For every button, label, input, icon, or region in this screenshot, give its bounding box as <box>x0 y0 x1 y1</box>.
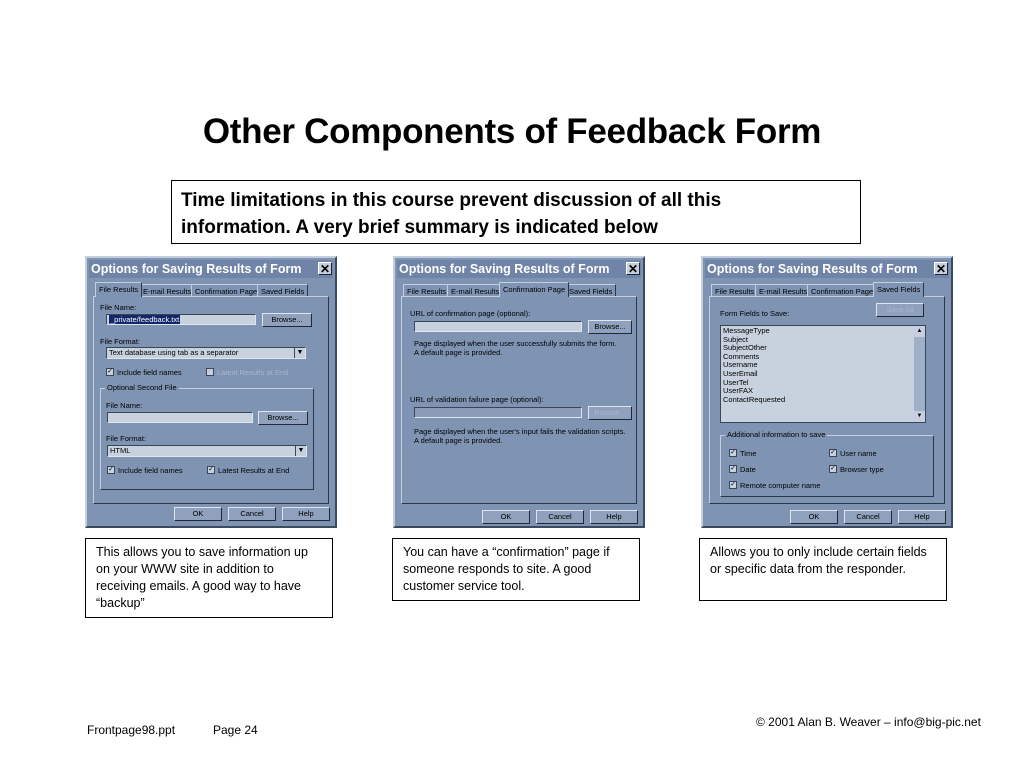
dialog-title-bar <box>89 260 333 278</box>
slide-title: Other Components of Feedback Form <box>202 112 822 151</box>
tab-email-results[interactable]: E-mail Results <box>755 284 811 297</box>
ok-button[interactable]: OK <box>174 507 222 521</box>
list-item[interactable]: Subject <box>723 334 749 344</box>
help-button[interactable]: Help <box>898 510 946 524</box>
additional-info-group <box>720 430 934 497</box>
chevron-down-icon[interactable]: ▼ <box>294 348 305 358</box>
confirmation-description: Page displayed when the user successfully submits the form. A default page is provided. <box>414 339 617 357</box>
tab-saved-fields[interactable]: Saved Fields <box>257 284 308 297</box>
intro-line-2: information. A very brief summary is indicated below <box>181 217 658 238</box>
dialog-title-bar <box>397 260 641 278</box>
time-checkbox[interactable]: ✓ Time <box>730 449 757 458</box>
tab-saved-fields[interactable]: Saved Fields <box>873 282 924 297</box>
file-format-label: File Format: <box>100 337 141 346</box>
caption-confirmation-page: You can have a “confirmation” page if someone responds to site. A good customer service tool. <box>392 538 640 601</box>
footer-file-name: Frontpage98.ppt <box>87 723 176 737</box>
tab-saved-fields[interactable]: Saved Fields <box>565 284 616 297</box>
tab-pane <box>93 296 329 504</box>
tab-email-results[interactable]: E-mail Results <box>447 284 503 297</box>
latest-results-checkbox[interactable]: ✓ Latest Results at End <box>207 368 289 377</box>
user-name-checkbox[interactable]: ✓ User name <box>830 449 877 458</box>
intro-line-1: Time limitations in this course prevent discussion of all this <box>181 190 722 211</box>
close-icon[interactable]: ✕ <box>627 262 639 276</box>
list-item[interactable]: Username <box>723 360 758 370</box>
dialog-title: Options for Saving Results of Form <box>399 262 610 276</box>
dialog-title: Options for Saving Results of Form <box>91 262 302 276</box>
ok-button[interactable]: OK <box>790 510 838 524</box>
url-validation-field[interactable] <box>414 407 582 418</box>
dialog-confirmation-page <box>393 256 645 528</box>
browse-button[interactable]: Browse... <box>262 313 312 327</box>
browse-button[interactable]: Browse... <box>588 320 632 334</box>
url-validation-label: URL of validation failure page (optional): <box>410 395 544 404</box>
form-fields-label: Form Fields to Save: <box>720 309 790 318</box>
tab-file-results[interactable]: File Results <box>711 284 758 297</box>
file-name-label: File Name: <box>100 303 137 312</box>
ok-button[interactable]: OK <box>482 510 530 524</box>
checkbox-checked-icon[interactable]: ✓ <box>830 465 836 472</box>
caption-saved-fields: Allows you to only include certain fields or specific data from the responder. <box>699 538 947 601</box>
group-legend: Optional Second File <box>107 383 177 392</box>
list-item[interactable]: UserTel <box>723 377 749 387</box>
checkbox-checked-icon[interactable]: ✓ <box>730 481 736 488</box>
date-checkbox[interactable]: ✓ Date <box>730 465 756 474</box>
checkbox-checked-icon[interactable]: ✓ <box>208 466 214 473</box>
cancel-button[interactable]: Cancel <box>844 510 892 524</box>
list-scrollbar[interactable] <box>914 326 925 422</box>
tab-pane <box>709 296 945 504</box>
url-confirmation-label: URL of confirmation page (optional): <box>410 309 531 318</box>
checkbox-checked-icon[interactable]: ✓ <box>207 368 213 375</box>
list-item[interactable]: ContactRequested <box>723 394 786 404</box>
form-fields-list[interactable] <box>720 325 926 423</box>
checkbox-checked-icon[interactable]: ✓ <box>730 465 736 472</box>
tab-email-results[interactable]: E-mail Results <box>139 284 195 297</box>
checkbox-checked-icon[interactable]: ✓ <box>107 368 113 375</box>
help-button[interactable]: Help <box>590 510 638 524</box>
checkbox-checked-icon[interactable]: ✓ <box>730 449 736 456</box>
scroll-up-icon[interactable]: ▲ <box>914 326 925 337</box>
close-icon[interactable]: ✕ <box>935 262 947 276</box>
dialog-title: Options for Saving Results of Form <box>707 262 918 276</box>
dialog-file-results <box>85 256 337 528</box>
tab-file-results[interactable]: File Results <box>403 284 450 297</box>
include-field-names-checkbox[interactable]: ✓ Include field names <box>107 368 182 377</box>
list-item[interactable]: MessageType <box>723 326 770 335</box>
tab-pane <box>401 296 637 504</box>
tab-confirmation-page[interactable]: Confirmation Page <box>499 282 569 297</box>
browser-type-checkbox[interactable]: ✓ Browser type <box>830 465 884 474</box>
intro-box <box>171 180 861 244</box>
remote-computer-name-checkbox[interactable]: ✓ Remote computer name <box>730 481 821 490</box>
list-item[interactable]: Comments <box>723 351 760 361</box>
file-name-field[interactable]: _private/feedback.txt <box>106 314 256 325</box>
save-all-button[interactable]: Save All <box>876 303 924 317</box>
tab-confirmation-page[interactable]: Confirmation Page <box>807 284 877 297</box>
checkbox-checked-icon[interactable]: ✓ <box>108 466 114 473</box>
url-confirmation-field[interactable] <box>414 321 582 332</box>
list-item[interactable]: UserEmail <box>723 368 758 378</box>
file2-name-field[interactable] <box>107 412 253 423</box>
tab-file-results[interactable]: File Results <box>95 282 142 297</box>
cancel-button[interactable]: Cancel <box>536 510 584 524</box>
file2-format-label: File Format: <box>106 434 147 443</box>
file2-format-select[interactable]: HTML ▼ <box>107 445 307 457</box>
close-icon[interactable]: ✕ <box>319 262 331 276</box>
file2-name-label: File Name: <box>106 401 143 410</box>
browse-button-2[interactable]: Browse... <box>258 411 308 425</box>
scroll-down-icon[interactable]: ▼ <box>914 411 925 422</box>
cancel-button[interactable]: Cancel <box>228 507 276 521</box>
checkbox-checked-icon[interactable]: ✓ <box>830 449 836 456</box>
footer-page-number: Page 24 <box>213 723 258 737</box>
caption-file-results: This allows you to save information up on your WWW site in addition to receiving emails. A good way to have “backup” <box>85 538 333 618</box>
optional-second-file-group <box>100 383 314 490</box>
footer-copyright: © 2001 Alan B. Weaver – info@big-pic.net <box>756 715 981 729</box>
chevron-down-icon[interactable]: ▼ <box>295 446 306 456</box>
tab-confirmation-page[interactable]: Confirmation Page <box>191 284 261 297</box>
latest-results-2-checkbox[interactable]: ✓ Latest Results at End <box>208 466 290 475</box>
file-format-select[interactable]: Text database using tab as a separator ▼ <box>106 347 306 359</box>
list-item[interactable]: UserFAX <box>723 386 754 396</box>
list-item[interactable]: SubjectOther <box>723 343 767 353</box>
help-button[interactable]: Help <box>282 507 330 521</box>
dialog-saved-fields <box>701 256 953 528</box>
browse-button-disabled[interactable]: Browse... <box>588 406 632 420</box>
include-field-names-2-checkbox[interactable]: ✓ Include field names <box>108 466 183 475</box>
dialog-title-bar <box>705 260 949 278</box>
validation-description: Page displayed when the user's input fails the validation scripts. A default page is provided. <box>414 427 626 445</box>
group-legend: Additional information to save <box>727 430 826 439</box>
